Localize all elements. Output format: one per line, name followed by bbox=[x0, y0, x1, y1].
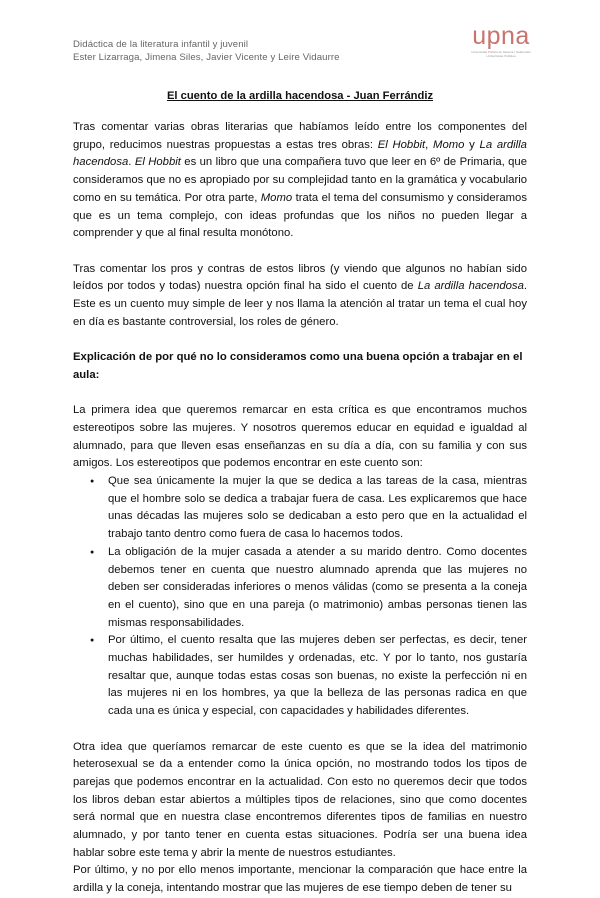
list-item: ● Por último, el cuento resalta que las mujeres deben ser perfectas, es decir, tener muchas habilidades, ser humildes y ordenadas, etc. Y por lo tanto, nos gustaría resaltar que, aunque todas estas cosas son buenas, no existe la perfección ni en las mujeres ni en los hombres, ya que la belleza de las personas radica en que cada una es única y especial, con capacidades y habilidades diferentes. bbox=[108, 632, 527, 721]
document-body bbox=[73, 119, 527, 898]
book-title: El Hobbit bbox=[377, 138, 426, 151]
logo-wordmark: upna bbox=[472, 22, 530, 50]
text: . Este es un cuento muy simple de leer y nos llama la atención al tratar un tema el cual hoy en día es bastante controversial, los roles de género. bbox=[73, 280, 528, 328]
book-title: La ardilla hacendosa bbox=[417, 280, 524, 293]
list-item: ● Que sea únicamente la mujer la que se dedica a las tareas de la casa, mientras que el hombre solo se dedica a trabajar fuera de casa. Les explicaremos que hace unas décadas las mujeres solo se dedicaban a esto pero que en la actualidad el trabajo tanto dentro como fuera de casa lo hacemos todos. bbox=[108, 473, 527, 544]
text: y bbox=[464, 138, 480, 151]
page-header bbox=[73, 38, 340, 64]
section-heading: Explicación de por qué no lo consideramos como una buena opción a trabajar en el aula: bbox=[73, 351, 523, 381]
upna-logo bbox=[468, 24, 534, 58]
text: es un libro que una compañera tuvo que leer en 6º de Primaria, que consideramos que no es apropiado por su complejidad tanto en la gramática y vocabulario como en su temática. Por otra parte, bbox=[73, 156, 527, 204]
list-item: ● La obligación de la mujer casada a atender a su marido dentro. Como docentes debemos tener en cuenta que nuestro alumnado aprenda que las mujeres no deben ser consideradas inferiores o menos válidas (como se presenta a la coneja en el cuento), sino que en una pareja (o matrimonio) ambas personas tienen las mismas responsabilidades. bbox=[108, 544, 527, 633]
book-title: El Hobbit bbox=[134, 156, 181, 169]
paragraph-stereotypes: La primera idea que queremos remarcar en esta crítica es que encontramos muchos estereotipos sobre las mujeres. Y nosotros queremos educar en equidad e igualdad al alumnado, para que lleven esas enseñanzas en su día a día, con su familia y con sus amigos. Los estereotipos que podemos encontrar en este cuento son: bbox=[73, 404, 527, 470]
paragraph-intro bbox=[73, 119, 527, 243]
paragraph-comparison: Por último, y no por ello menos importante, mencionar la comparación que hace entre la ardilla y la coneja, intentando mostrar que las mujeres de ese tiempo deben de tener su bbox=[73, 864, 527, 895]
paragraph-marriage: Otra idea que queríamos remarcar de este cuento es que se la idea del matrimonio heterosexual se da a entender como la única opción, no mostrando todos los tipos de parejas que podemos encontrar en la actualidad. Con esto no queremos decir que todos los libros deban estar abiertos a múltiples tipos de relaciones, sino que como docentes será normal que en nuestra clase encontremos diferentes tipos de familias en nuestro alumnado, y por tanto tener en cuenta estas situaciones. Podría ser una buena idea hablar sobre este tema y abrir la mente de nuestros estudiantes. bbox=[73, 740, 527, 859]
text: , bbox=[425, 138, 434, 151]
authors: Ester Lizarraga, Jimena Siles, Javier Vicente y Leire Vidaurre bbox=[73, 52, 340, 63]
book-title: Momo bbox=[260, 191, 293, 204]
document-title: El cuento de la ardilla hacendosa - Juan Ferrándiz bbox=[166, 90, 434, 102]
text: trata el tema del consumismo y consideramos que es un tema complejo, con ideas profundas que los niños no pueden llegar a comprender y que al final resulta monótono. bbox=[73, 191, 527, 240]
book-title: La ardilla hacendosa bbox=[73, 138, 527, 169]
text: Tras comentar varias obras literarias que habíamos leído entre los componentes del grupo, reducimos nuestras propuestas a estas tres obras: bbox=[73, 121, 527, 151]
course-name: Didáctica de la literatura infantil y juvenil bbox=[73, 39, 249, 50]
text: . bbox=[128, 156, 135, 169]
paragraph-choice bbox=[73, 261, 527, 332]
text: Tras comentar los pros y contras de estos libros (y viendo que algunos no habían sido leídos por todos y todas) nuestra opción final ha sido el cuento de bbox=[73, 262, 527, 293]
stereotype-list bbox=[73, 473, 527, 721]
book-title: Momo bbox=[433, 138, 465, 151]
logo-subtitle: Universidad Pública de Navarra / Nafarroako Unibertsitate Publikoa bbox=[471, 50, 531, 58]
